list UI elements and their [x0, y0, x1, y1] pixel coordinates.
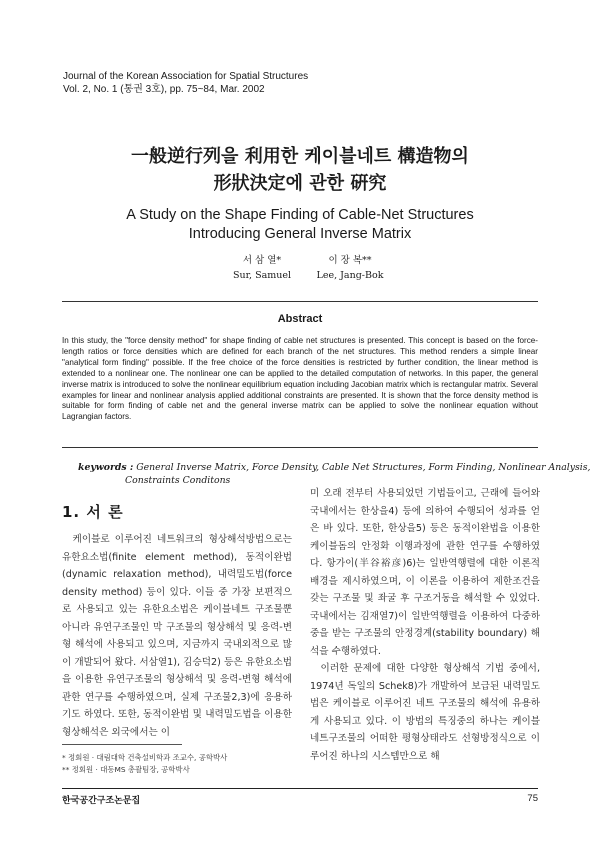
right-paragraph-1: 미 오래 전부터 사용되었던 기법들이고, 근래에 들어와 국내에서는 한상을4) 등에 의하여 수행되어 성과를 얻은 바 있다. 또한, 한상을5) 등은 동적이완법을 이용한 케이블돔의 안정화 이행과정에 관한 연구를 수행하였다. 항가이(半谷裕彦)6)는 일반역행렬에 대한 이론적 배경을 제시하였으며, 이 이론을 이용하여 제한조건을 갖는 구조물 및 좌굴 후 구조거동을 해석할 수 있었다. 국내에서는 김재열7)이 일반역행렬을 이용하여 다중하중을 받는 구조물의 안정경계(stability boundary) 해석을 수행하였다.: [310, 488, 540, 657]
section-heading: 1. 서 론: [62, 503, 124, 521]
abstract-heading: Abstract: [277, 313, 323, 325]
journal-header: [63, 70, 308, 96]
korean-title-line1: 一般逆行列을 利用한 케이블네트 構造物의: [131, 146, 469, 167]
footnote-2: ** 정회원 · 대동MS 총괄팀장, 공학박사: [62, 765, 190, 774]
korean-title-line2: 形狀決定에 관한 硏究: [213, 173, 387, 194]
footnotes: [62, 752, 227, 776]
footer-rule: [62, 788, 538, 789]
author-1-korean: 서 삼 열*: [242, 255, 282, 266]
footer-journal: 한국공간구조논문집: [62, 796, 141, 806]
author-1-english: Sur, Samuel: [232, 270, 292, 281]
abstract-top-rule: [62, 301, 538, 302]
author-2-english: Lee, Jang-Bok: [316, 270, 384, 281]
journal-name: Journal of the Korean Association for Spatial Structures: [63, 71, 309, 82]
keywords-line2: Constraints Conditons: [125, 475, 231, 486]
keywords-line1: General Inverse Matrix, Force Density, Cable Net Structures, Form Finding, Nonlinear Analysis,: [136, 462, 591, 473]
abstract-body: In this study, the "force density method" for shape finding of cable net structures is presented. This concept is based on the force-length ratios or force densities which are defined for each branch of the net structures. This method renders a simple linear "analytical form finding" possible. If the free choice of the force densities is restricted by further condition, the linear method is extended to a nonlinear one. The nonlinear one can be applied to the detailed computation of networks. In this paper, the general inverse matrix is introduced to solve the nonlinear equilibrium equation including Jacobian matrix which is rectangular matrix. Several examples for linear and nonlinear analysis applied additional constraints are presented. It is shown that the force density method is suitable for form finding of cable net and the general inverse matrix can be applied to solve the nonlinear equation without Lagrangian factors.: [62, 336, 538, 422]
english-title-line2: Introducing General Inverse Matrix: [188, 226, 412, 242]
abstract-bottom-rule: [62, 447, 538, 448]
journal-volume: Vol. 2, No. 1 (통권 3호), pp. 75~84, Mar. 2002: [63, 84, 265, 95]
footnote-1: * 정회원 · 대림대학 건축설비학과 조교수, 공학박사: [62, 753, 228, 762]
english-title-line1: A Study on the Shape Finding of Cable-Net Structures: [126, 207, 474, 223]
left-paragraph: 케이블로 이루어진 네트워크의 형상해석방법으로는 유한요소법(finite element method), 동적이완법(dynamic relaxation method), 내력밀도법(force density method) 등이 있다. 이들 중 가장 보편적으로 사용되고 있는 유한요소법은 케이블네트 구조물뿐 아니라 유연구조물인 막 구조물의 형상해석 및 응력-변형 해석에 사용되고 있으며, 지금까지 국내외적으로 많이 개발되어 왔다. 서삼열1), 김승덕2) 등은 유한요소법을 이용한 유연구조물의 형상해석 및 응력-변형 해석에 관한 연구를 수행하였으며, 실제 구조물2,3)에 응용하기도 하였다. 또한, 동적이완법 및 내력밀도법을 이용한 형상해석은 외국에서는 이: [62, 534, 292, 738]
footnote-rule: [62, 744, 182, 745]
author-2-korean: 이 장 복**: [328, 255, 372, 266]
page-number: 75: [527, 793, 538, 804]
author-1: [222, 253, 302, 283]
left-column: [62, 531, 292, 741]
right-paragraph-2: 이러한 문제에 대한 다양한 형상해석 기법 중에서, 1974년 독일의 Schek8)가 개발하여 보급된 내력밀도법은 케이블로 이루어진 네트 구조물의 해석에 유용하게 사용되고 있다. 이 방법의 특징중의 하나는 케이블 네트구조물의 어떠한 평형상태라도 선형방정식으로 이루어진 하나의 시스템만으로 해: [310, 663, 540, 762]
keywords: [78, 461, 590, 487]
english-title: [0, 206, 600, 244]
korean-title: [0, 143, 600, 197]
right-column: [310, 485, 540, 765]
author-2: [300, 253, 400, 283]
keywords-label: keywords :: [78, 462, 134, 473]
